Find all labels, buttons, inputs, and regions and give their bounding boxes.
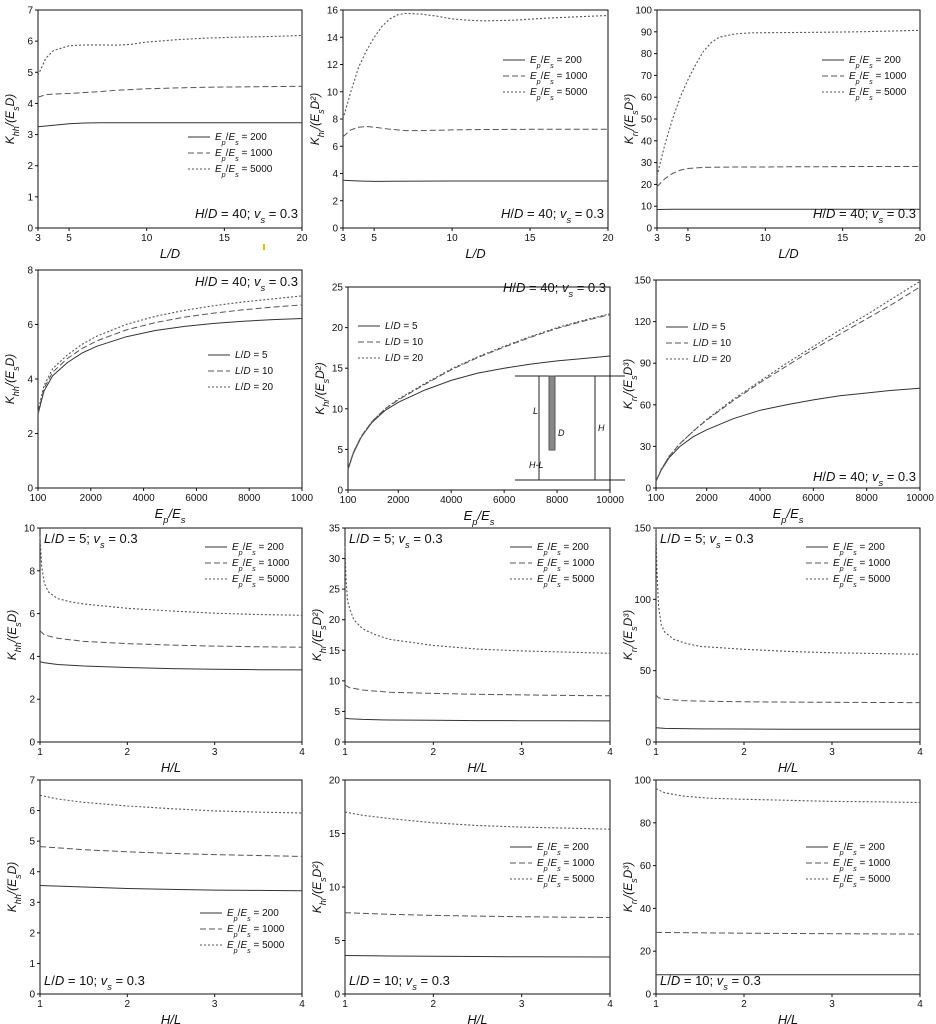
legend-label-3: $E_p/E_s = 5000$	[227, 940, 285, 955]
chart-annotation: L/D = 5; $v_s = 0.3$	[349, 531, 443, 550]
y-tick-label: 4	[27, 374, 33, 386]
x-tick-label: 8000	[238, 493, 261, 504]
chart-panel-r1c1	[3, 6, 308, 262]
inset-label-D: D	[558, 428, 565, 438]
y-axis-label: $K_{hr}/(E_sD^2)$	[308, 92, 326, 146]
x-tick-label: 2	[430, 747, 437, 758]
x-tick-label: 5	[66, 233, 72, 244]
x-tick-label: 4	[607, 999, 613, 1010]
y-tick-label: 90	[640, 27, 652, 39]
y-axis-label: $K_{hh}/(E_sD)$	[5, 609, 23, 661]
plot-frame	[38, 10, 302, 228]
chart-annotation: H/D = 40; $v_s = 0.3$	[195, 274, 298, 293]
x-tick-label: 6000	[802, 493, 825, 504]
series-line-3	[656, 789, 920, 803]
y-tick-label: 0	[27, 483, 33, 495]
y-tick-label: 5	[334, 706, 340, 718]
y-tick-label: 2	[27, 429, 33, 440]
y-tick-label: 6	[27, 320, 33, 331]
y-tick-label: 35	[328, 523, 340, 535]
y-tick-label: 0	[337, 485, 343, 497]
y-tick-label: 3	[29, 897, 35, 909]
y-tick-label: 6	[27, 36, 33, 48]
y-tick-label: 30	[328, 554, 340, 566]
chart-panel-r2c3	[621, 276, 934, 526]
chart-panel-r4c1	[5, 776, 305, 1024]
legend-label-2: $E_p/E_s = 1000$	[849, 71, 907, 86]
legend-label-3: $E_p/E_s = 5000$	[232, 574, 290, 589]
legend-label-2: $E_p/E_s = 1000$	[227, 924, 285, 939]
y-tick-label: 0	[332, 223, 338, 235]
legend-label-3: $E_p/E_s = 5000$	[530, 87, 588, 102]
x-tick-label: 1	[653, 999, 659, 1010]
x-tick-label: 2000	[387, 495, 410, 506]
y-axis-label: $K_{hr}/(E_sD^2)$	[310, 608, 328, 662]
y-tick-label: 5	[334, 936, 340, 947]
series-line-1	[40, 662, 302, 670]
chart-annotation: L/D = 5; $v_s = 0.3$	[660, 531, 754, 550]
y-tick-label: 40	[639, 903, 651, 915]
y-tick-label: 6	[332, 141, 338, 153]
y-tick-label: 10	[640, 201, 652, 213]
y-tick-label: 0	[29, 737, 35, 749]
x-axis-label: H/L	[777, 1012, 799, 1024]
series-line-1	[656, 728, 920, 730]
y-tick-label: 50	[640, 114, 652, 126]
x-tick-label: 2	[124, 999, 131, 1010]
y-tick-label: 30	[639, 441, 651, 453]
legend-label-2: $E_p/E_s = 1000$	[537, 858, 595, 873]
legend-label-1: $E_p/E_s = 200$	[232, 542, 284, 557]
y-axis-label: $K_{rr}/(E_sD^3)$	[621, 861, 639, 913]
chart-annotation: H/D = 40; $v_s = 0.3$	[501, 206, 604, 225]
inset-label-HL: H-L	[529, 460, 544, 470]
y-tick-label: 10	[23, 523, 35, 535]
legend	[358, 321, 424, 364]
legend-label-1: L/D = 5	[693, 322, 726, 333]
chart-annotation: L/D = 10; $v_s = 0.3$	[44, 973, 145, 992]
plot-frame	[656, 780, 920, 994]
y-tick-label: 7	[29, 775, 35, 787]
y-tick-label: 2	[332, 196, 338, 208]
y-tick-label: 0	[645, 483, 651, 495]
pile-body	[549, 376, 555, 450]
y-tick-label: 0	[646, 223, 652, 235]
x-tick-label: 6000	[185, 493, 208, 504]
x-tick-label: 4000	[132, 493, 155, 504]
x-tick-label: 15	[524, 233, 536, 244]
legend	[205, 542, 290, 589]
x-axis-label: H/L	[160, 1012, 182, 1024]
y-tick-label: 2	[27, 161, 33, 173]
x-tick-label: 8000	[855, 493, 878, 504]
plot-frame	[38, 270, 302, 488]
y-tick-label: 3	[27, 130, 33, 142]
y-tick-label: 5	[29, 836, 35, 848]
x-tick-label: 10	[141, 233, 153, 244]
legend-label-2: L/D = 10	[235, 366, 274, 377]
x-tick-label: 10	[446, 233, 458, 244]
x-tick-label: 100	[29, 493, 47, 504]
x-axis-label: H/L	[160, 760, 182, 775]
series-line-1	[345, 956, 610, 958]
x-tick-label: 1	[653, 747, 659, 758]
series-line-2	[40, 631, 302, 648]
highlight-marker	[263, 244, 265, 250]
y-tick-label: 15	[328, 645, 340, 657]
series-line-1	[40, 886, 302, 891]
y-tick-label: 40	[640, 136, 652, 148]
inset-label-H: H	[598, 423, 605, 433]
y-tick-label: 4	[332, 169, 338, 180]
x-axis-label: H/L	[467, 760, 488, 775]
legend	[822, 55, 907, 102]
y-axis-label: $K_{rr}/(E_sD^3)$	[621, 358, 639, 410]
x-tick-label: 3	[211, 747, 218, 758]
x-tick-label: 3	[340, 233, 346, 244]
legend-label-1: $E_p/E_s = 200$	[215, 132, 267, 147]
y-tick-label: 10	[328, 882, 340, 894]
y-tick-label: 15	[331, 363, 343, 375]
legend-label-2: $E_p/E_s = 1000$	[232, 558, 290, 573]
y-tick-label: 7	[27, 5, 33, 17]
x-axis-label: L/D	[778, 246, 799, 261]
series-line-3	[40, 795, 302, 813]
x-tick-label: 2	[741, 747, 747, 758]
chart-annotation: H/D = 40; $v_s = 0.3$	[195, 206, 298, 225]
series-line-2	[656, 932, 920, 934]
y-tick-label: 4	[29, 867, 35, 879]
series-line-2	[40, 847, 302, 857]
y-tick-label: 120	[634, 317, 651, 329]
series-line-3	[345, 812, 610, 829]
legend-label-2: $E_p/E_s = 1000$	[530, 71, 588, 86]
legend	[510, 542, 595, 589]
series-line-2	[656, 287, 920, 481]
y-tick-label: 8	[27, 265, 33, 277]
x-tick-label: 4000	[440, 495, 463, 506]
y-tick-label: 14	[326, 32, 338, 44]
x-tick-label: 5	[685, 233, 691, 244]
pile-schematic-inset	[515, 376, 625, 480]
series-line-2	[656, 695, 920, 703]
x-axis-label: $E_p/E_s$	[463, 508, 495, 527]
chart-annotation: L/D = 10; $v_s = 0.3$	[349, 973, 450, 992]
series-line-3	[38, 36, 302, 76]
legend-label-2: $E_p/E_s = 1000$	[833, 858, 891, 873]
y-tick-label: 12	[326, 60, 338, 71]
y-tick-label: 20	[328, 615, 340, 627]
series-line-2	[657, 167, 920, 187]
legend-label-3: L/D = 20	[385, 353, 424, 364]
legend-label-3: L/D = 20	[235, 382, 274, 393]
legend-label-1: L/D = 5	[385, 321, 418, 332]
y-tick-label: 16	[326, 5, 338, 17]
x-tick-label: 4	[607, 747, 613, 758]
x-tick-label: 2	[124, 747, 131, 758]
chart-panel-r2c2	[313, 280, 625, 527]
series-line-2	[343, 127, 608, 137]
y-tick-label: 20	[639, 946, 651, 958]
y-tick-label: 0	[27, 223, 33, 235]
y-tick-label: 6	[29, 609, 35, 621]
x-tick-label: 2	[430, 999, 437, 1010]
x-tick-label: 4	[917, 747, 923, 758]
y-axis-label: $K_{hh}/(E_sD)$	[3, 93, 21, 145]
legend-label-1: L/D = 5	[235, 350, 268, 361]
x-tick-label: 3	[654, 233, 660, 244]
x-tick-label: 3	[211, 999, 218, 1010]
y-tick-label: 8	[332, 114, 338, 126]
x-tick-label: 20	[914, 233, 926, 244]
x-tick-label: 2	[741, 999, 747, 1010]
y-tick-label: 0	[29, 989, 35, 1001]
y-tick-label: 0	[334, 989, 340, 1001]
x-tick-label: 4	[917, 999, 923, 1010]
y-axis-label: $K_{hh}/(E_sD)$	[5, 861, 23, 913]
x-tick-label: 4	[299, 999, 305, 1010]
series-line-1	[38, 123, 302, 127]
series-line-1	[348, 356, 610, 470]
y-tick-label: 1	[29, 958, 35, 970]
x-tick-label: 1000	[290, 493, 314, 504]
legend-label-3: L/D = 20	[693, 354, 732, 365]
chart-panel-r4c3	[621, 776, 923, 1024]
series-line-1	[343, 180, 608, 181]
legend-label-1: $E_p/E_s = 200$	[537, 842, 589, 857]
x-tick-label: 1	[37, 747, 43, 758]
x-tick-label: 100	[647, 493, 665, 504]
chart-panel-r1c2	[308, 6, 614, 262]
series-line-1	[345, 718, 610, 721]
legend	[503, 55, 588, 102]
x-axis-label: $E_p/E_s$	[772, 506, 804, 525]
series-line-2	[345, 913, 610, 918]
x-tick-label: 8000	[545, 495, 569, 506]
y-axis-label: $K_{rr}/(E_sD^3)$	[621, 609, 639, 661]
series-line-1	[656, 388, 920, 481]
y-axis-label: $K_{hr}/(E_sD^2)$	[313, 362, 331, 415]
x-tick-label: 4	[299, 747, 305, 758]
legend-label-3: $E_p/E_s = 5000$	[215, 164, 273, 179]
legend	[200, 908, 285, 955]
legend-label-1: $E_p/E_s = 200$	[537, 542, 589, 557]
y-tick-label: 60	[639, 861, 651, 873]
chart-annotation: L/D = 10; $v_s = 0.3$	[660, 973, 761, 992]
legend	[666, 322, 732, 365]
y-tick-label: 10	[328, 676, 340, 688]
x-tick-label: 100	[339, 495, 357, 506]
legend	[806, 842, 891, 889]
y-tick-label: 70	[640, 70, 652, 82]
x-tick-label: 10000	[596, 495, 624, 506]
x-axis-label: $E_p/E_s$	[154, 506, 186, 525]
y-tick-label: 25	[331, 282, 343, 294]
y-tick-label: 80	[639, 818, 651, 830]
y-tick-label: 15	[328, 829, 340, 840]
x-tick-label: 6000	[493, 495, 516, 506]
plot-frame	[343, 10, 608, 228]
y-tick-label: 90	[639, 358, 651, 370]
plot-frame	[656, 280, 920, 488]
chart-panel-r1c3	[622, 6, 926, 262]
legend-label-2: L/D = 10	[385, 337, 424, 348]
x-tick-label: 2000	[79, 493, 102, 504]
chart-panel-r3c2	[310, 524, 613, 776]
x-tick-label: 1	[342, 999, 348, 1010]
x-tick-label: 3	[518, 747, 525, 758]
y-tick-label: 20	[328, 775, 340, 787]
legend-label-3: $E_p/E_s = 5000$	[833, 874, 891, 889]
legend-label-2: $E_p/E_s = 1000$	[537, 558, 595, 573]
y-tick-label: 4	[27, 98, 33, 110]
y-tick-label: 2	[29, 928, 35, 940]
y-tick-label: 6	[29, 806, 35, 818]
y-tick-label: 100	[635, 5, 652, 17]
chart-panel-r3c1	[5, 524, 305, 776]
chart-annotation: H/D = 40; $v_s = 0.3$	[813, 206, 916, 225]
y-tick-label: 25	[328, 584, 340, 596]
x-tick-label: 3	[518, 999, 525, 1010]
x-tick-label: 3	[35, 233, 41, 244]
x-tick-label: 4000	[748, 493, 772, 504]
legend-label-1: $E_p/E_s = 200$	[833, 842, 885, 857]
x-tick-label: 10000	[906, 493, 934, 504]
x-tick-label: 20	[296, 233, 308, 244]
y-axis-label: $K_{hh}/(E_sD)$	[3, 353, 21, 405]
legend	[510, 842, 595, 889]
x-tick-label: 1	[37, 999, 43, 1010]
legend-label-1: $E_p/E_s = 200$	[849, 55, 901, 70]
legend-label-1: $E_p/E_s = 200$	[227, 908, 279, 923]
y-tick-label: 8	[29, 566, 35, 578]
y-tick-label: 2	[29, 694, 35, 706]
y-tick-label: 4	[29, 651, 35, 663]
x-tick-label: 20	[602, 233, 614, 244]
y-tick-label: 1	[27, 192, 33, 204]
legend-label-1: $E_p/E_s = 200$	[833, 542, 885, 557]
y-tick-label: 20	[331, 323, 343, 335]
chart-panel-r4c2	[310, 776, 613, 1024]
series-line-2	[345, 685, 610, 696]
y-tick-label: 100	[634, 775, 651, 787]
y-tick-label: 150	[634, 523, 651, 535]
y-tick-label: 80	[640, 49, 652, 61]
y-tick-label: 0	[334, 737, 340, 749]
chart-annotation: L/D = 5; $v_s = 0.3$	[44, 531, 138, 550]
legend	[208, 350, 274, 393]
x-tick-label: 1	[342, 747, 348, 758]
x-tick-label: 10	[759, 233, 771, 244]
chart-annotation: H/D = 40; $v_s = 0.3$	[813, 469, 916, 488]
chart-panel-r2c1	[3, 266, 314, 526]
series-line-3	[656, 281, 920, 481]
legend-label-1: $E_p/E_s = 200$	[530, 55, 582, 70]
y-tick-label: 5	[27, 67, 33, 79]
x-tick-label: 3	[829, 747, 835, 758]
y-tick-label: 10	[331, 404, 343, 416]
y-tick-label: 30	[640, 158, 652, 170]
x-tick-label: 15	[218, 233, 230, 244]
series-line-2	[38, 86, 302, 97]
legend-label-3: $E_p/E_s = 5000$	[833, 574, 891, 589]
y-tick-label: 60	[640, 92, 652, 104]
x-axis-label: H/L	[777, 760, 799, 775]
x-tick-label: 15	[837, 233, 849, 244]
y-axis-label: $K_{hr}/(E_sD^2)$	[310, 860, 328, 914]
y-tick-label: 60	[639, 400, 651, 412]
x-tick-label: 3	[829, 999, 835, 1010]
y-tick-label: 0	[645, 989, 651, 1001]
chart-panel-r3c3	[621, 524, 923, 776]
x-axis-label: H/L	[467, 1012, 488, 1024]
x-tick-label: 5	[371, 233, 377, 244]
legend-label-3: $E_p/E_s = 5000$	[537, 574, 595, 589]
y-tick-label: 150	[634, 275, 651, 287]
series-line-3	[657, 30, 920, 175]
plot-frame	[657, 10, 920, 228]
plot-frame	[345, 780, 610, 994]
y-tick-label: 10	[326, 87, 338, 99]
legend-label-2: L/D = 10	[693, 338, 732, 349]
legend	[188, 132, 273, 179]
legend-label-2: $E_p/E_s = 1000$	[833, 558, 891, 573]
legend-label-2: $E_p/E_s = 1000$	[215, 148, 273, 163]
x-axis-label: L/D	[159, 246, 181, 261]
y-tick-label: 20	[640, 179, 652, 191]
y-tick-label: 50	[639, 666, 651, 678]
legend-label-3: $E_p/E_s = 5000$	[849, 87, 907, 102]
legend	[806, 542, 891, 589]
y-tick-label: 100	[634, 594, 651, 606]
x-axis-label: L/D	[465, 246, 486, 261]
chart-annotation: H/D = 40; $v_s = 0.3$	[503, 280, 606, 299]
plot-frame	[348, 287, 610, 490]
inset-label-L: L	[533, 406, 539, 416]
legend-label-3: $E_p/E_s = 5000$	[537, 874, 595, 889]
series-line-3	[343, 13, 608, 119]
y-tick-label: 5	[337, 444, 343, 456]
x-tick-label: 2000	[695, 493, 718, 504]
y-axis-label: $K_{rr}/(E_sD^3)$	[622, 93, 640, 145]
y-tick-label: 0	[645, 737, 651, 749]
